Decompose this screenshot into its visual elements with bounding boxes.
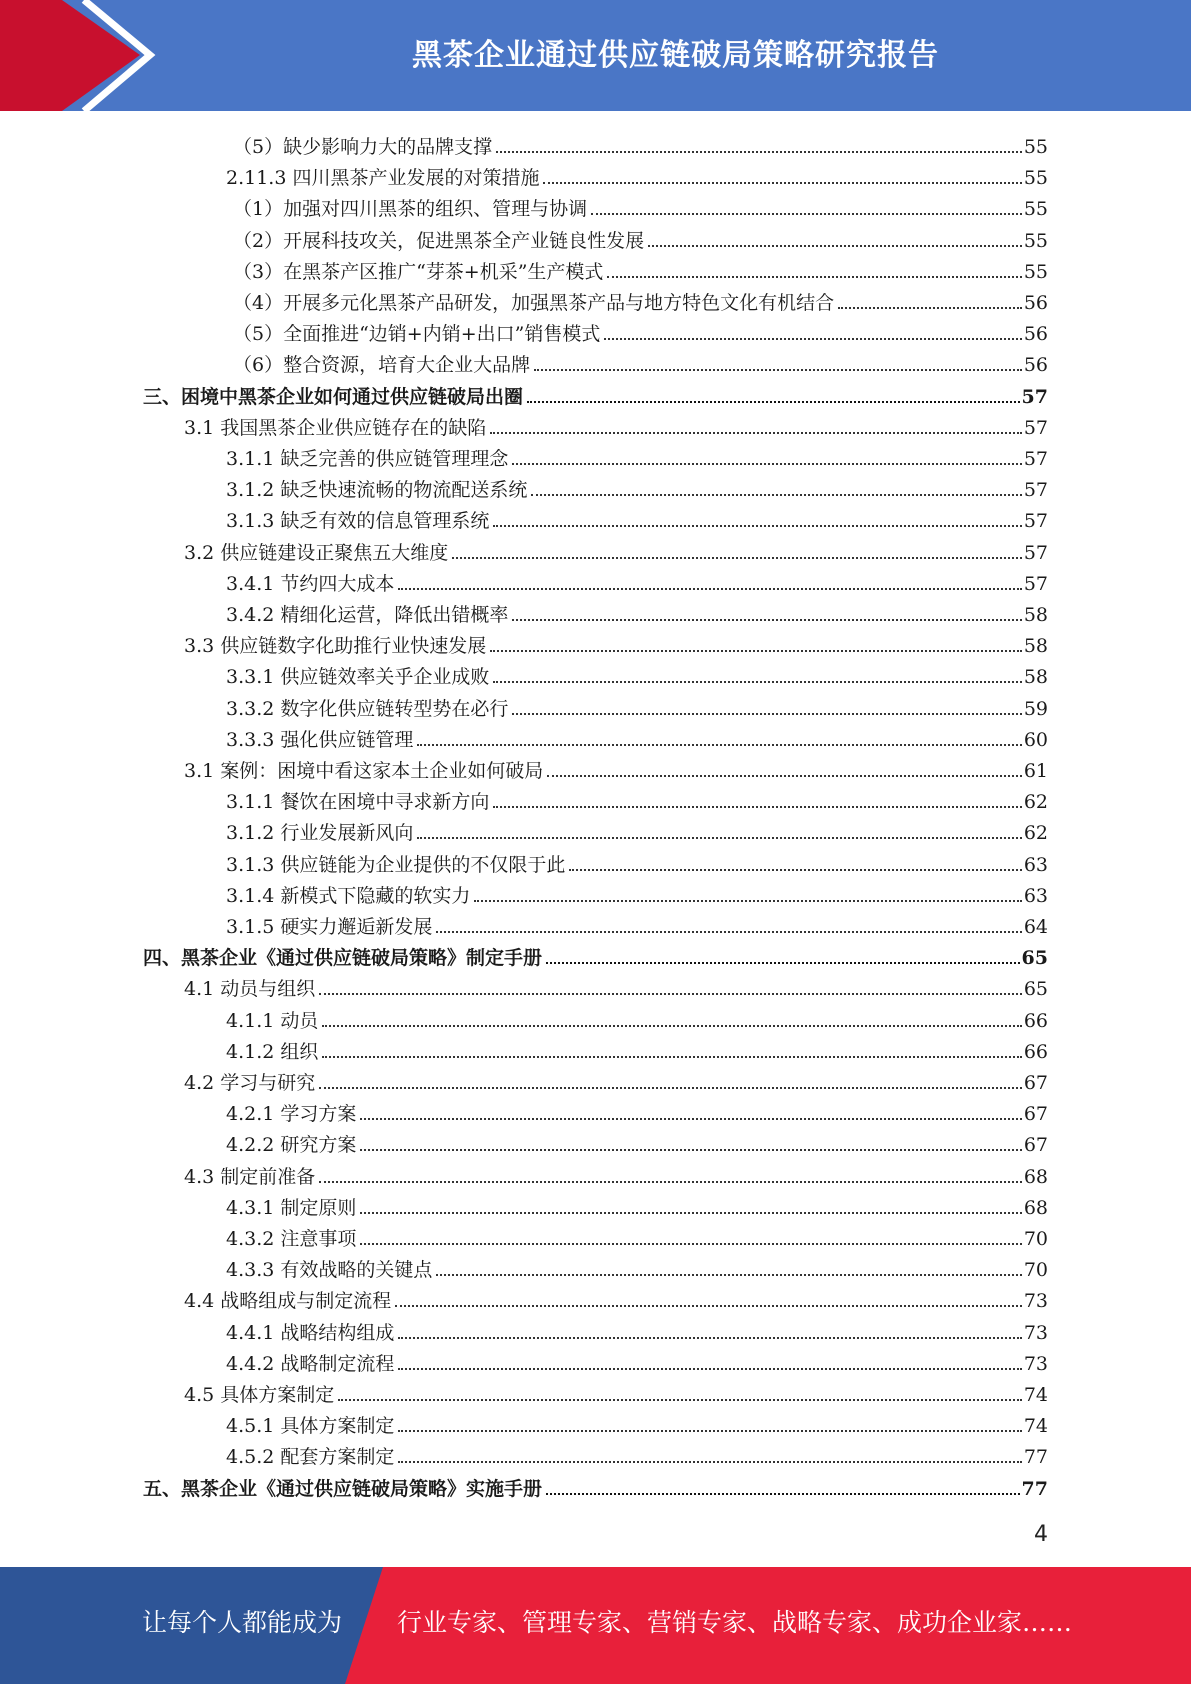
toc-entry-label: 4.3.2 注意事项: [226, 1228, 357, 1250]
toc-dot-leader: [436, 931, 1021, 933]
toc-entry-label: 4.3.3 有效战略的关键点: [226, 1259, 433, 1282]
toc-dot-leader: [360, 1212, 1021, 1214]
toc-entry-label: 4.2 学习与研究: [184, 1072, 316, 1094]
toc-dot-leader: [398, 1368, 1021, 1370]
toc-dot-leader: [360, 1243, 1021, 1245]
toc-entry-page: 73: [1023, 1290, 1048, 1313]
toc-entry[interactable]: [0, 1345, 1048, 1376]
toc-dot-leader: [648, 245, 1022, 247]
toc-dot-leader: [527, 401, 1020, 403]
toc-dot-leader: [496, 151, 1022, 153]
header-banner: [0, 0, 1191, 111]
toc-entry-label: 3.1.3 供应链能为企业提供的不仅限于此: [226, 853, 566, 876]
toc-entry-label: 4.4.1 战略结构组成: [226, 1321, 395, 1344]
toc-entry-page: 65: [1023, 978, 1048, 1001]
toc-dot-leader: [512, 463, 1021, 465]
toc-entry[interactable]: [0, 1220, 1048, 1251]
footer-slogan: 让每个人都能成为: [142, 1608, 343, 1637]
toc-entry-label: 4.2.1 学习方案: [226, 1103, 357, 1126]
toc-entry-page: 56: [1023, 354, 1048, 377]
toc-dot-leader: [319, 1181, 1022, 1183]
toc-entry-label: （6）整合资源，培育大企业大品牌: [233, 354, 531, 377]
toc-entry-page: 68: [1023, 1165, 1048, 1188]
toc-entry-page: 56: [1023, 323, 1048, 346]
toc-entry[interactable]: [0, 1376, 1048, 1407]
toc-entry-page: 73: [1023, 1352, 1048, 1375]
toc-dot-leader: [398, 1337, 1021, 1339]
toc-entry[interactable]: [0, 471, 1048, 502]
toc-entry-page: 60: [1023, 728, 1048, 751]
toc-entry-label: 3.2 供应链建设正聚焦五大维度: [184, 541, 449, 564]
toc-entry-label: 三、困境中黑茶企业如何通过供应链破局出圈: [143, 385, 524, 408]
toc-entry-label: （5）全面推进“边销+内销+出口”销售模式: [233, 323, 601, 346]
toc-entry-label: 4.1.1 动员: [226, 1009, 319, 1032]
toc-dot-leader: [490, 432, 1022, 434]
footer-roles: 行业专家、管理专家、营销专家、战略专家、成功企业家……: [397, 1608, 1073, 1637]
toc-dot-leader: [395, 1305, 1022, 1307]
toc-dot-leader: [531, 494, 1021, 496]
toc-entry[interactable]: [0, 565, 1048, 596]
toc-entry-label: 3.4.2 精细化运营，降低出错概率: [226, 604, 509, 626]
toc-entry-page: 58: [1023, 604, 1048, 626]
toc-entry-page: 59: [1023, 697, 1048, 720]
toc-entry-label: 3.1.3 缺乏有效的信息管理系统: [226, 510, 490, 533]
toc-dot-leader: [493, 806, 1021, 808]
toc-entry[interactable]: [0, 1438, 1048, 1469]
toc-entry[interactable]: [0, 502, 1048, 533]
toc-entry-page: 55: [1023, 229, 1048, 252]
toc-entry[interactable]: [0, 222, 1048, 253]
toc-entry-page: 58: [1023, 635, 1048, 658]
toc-entry[interactable]: [0, 627, 1048, 658]
toc-dot-leader: [474, 900, 1021, 902]
toc-entry-page: 57: [1023, 541, 1048, 564]
toc-entry-label: 3.3.3 强化供应链管理: [226, 728, 414, 751]
toc-dot-leader: [607, 276, 1021, 278]
toc-entry-page: 57: [1023, 572, 1048, 595]
toc-dot-leader: [546, 1493, 1020, 1495]
toc-entry-label: 3.3.2 数字化供应链转型势在必行: [226, 697, 509, 720]
toc-entry[interactable]: [0, 1407, 1048, 1438]
toc-dot-leader: [493, 681, 1021, 683]
toc-entry-page: 66: [1023, 1009, 1048, 1032]
toc-entry-page: 61: [1023, 760, 1048, 782]
toc-entry[interactable]: [0, 877, 1048, 908]
toc-entry-label: 3.3.1 供应链效率关乎企业成败: [226, 666, 490, 689]
toc-entry-label: 3.4.1 节约四大成本: [226, 572, 395, 595]
toc-entry[interactable]: [0, 1002, 1048, 1033]
toc-entry-page: 58: [1023, 666, 1048, 689]
toc-entry-page: 56: [1023, 292, 1048, 314]
document-title: 黑茶企业通过供应链破局策略研究报告: [412, 38, 939, 73]
toc-entry[interactable]: [0, 814, 1048, 845]
toc-dot-leader: [512, 619, 1021, 621]
toc-entry-page: 62: [1023, 822, 1048, 845]
chevron-arrow-icon: [0, 0, 160, 111]
toc-entry[interactable]: [0, 970, 1048, 1001]
footer-banner: [0, 1567, 1191, 1684]
toc-dot-leader: [569, 869, 1021, 871]
toc-entry[interactable]: [0, 1095, 1048, 1126]
toc-entry[interactable]: [0, 128, 1048, 159]
toc-dot-leader: [512, 713, 1021, 715]
toc-entry-label: 4.4 战略组成与制定流程: [184, 1290, 392, 1313]
toc-entry-page: 77: [1021, 1477, 1048, 1500]
toc-entry[interactable]: [0, 721, 1048, 752]
toc-entry-page: 57: [1023, 479, 1048, 502]
toc-dot-leader: [398, 1430, 1021, 1432]
toc-dot-leader: [322, 1025, 1021, 1027]
toc-dot-leader: [546, 962, 1020, 964]
toc-entry-label: 4.4.2 战略制定流程: [226, 1352, 395, 1375]
toc-entry-page: 64: [1023, 916, 1048, 938]
toc-entry-page: 63: [1023, 853, 1048, 876]
toc-dot-leader: [543, 182, 1021, 184]
toc-entry-label: 4.1.2 组织: [226, 1040, 319, 1063]
toc-entry-page: 66: [1023, 1040, 1048, 1063]
toc-dot-leader: [436, 1274, 1021, 1276]
toc-entry-page: 67: [1023, 1103, 1048, 1126]
toc-entry-page: 73: [1023, 1321, 1048, 1344]
toc-entry[interactable]: [0, 908, 1048, 939]
toc-entry-page: 57: [1021, 385, 1048, 408]
toc-dot-leader: [493, 525, 1021, 527]
toc-entry[interactable]: [0, 1470, 1048, 1501]
toc-dot-leader: [417, 744, 1021, 746]
toc-entry-page: 70: [1023, 1259, 1048, 1282]
toc-entry-label: （2）开展科技攻关，促进黑茶全产业链良性发展: [233, 229, 645, 252]
toc-entry-page: 67: [1023, 1134, 1048, 1157]
toc-entry-label: （3）在黑茶产区推广“芽茶+机采”生产模式: [233, 260, 604, 283]
toc-entry-page: 55: [1023, 260, 1048, 283]
toc-dot-leader: [398, 588, 1021, 590]
toc-entry-label: 四、黑茶企业《通过供应链破局策略》制定手册: [143, 947, 543, 970]
toc-entry[interactable]: [0, 190, 1048, 221]
toc-entry[interactable]: [0, 752, 1048, 783]
toc-entry[interactable]: [0, 534, 1048, 565]
toc-dot-leader: [319, 993, 1022, 995]
toc-dot-leader: [591, 213, 1022, 215]
toc-dot-leader: [417, 837, 1021, 839]
toc-entry-page: 57: [1023, 510, 1048, 533]
toc-dot-leader: [360, 1149, 1021, 1151]
toc-entry[interactable]: [0, 1158, 1048, 1189]
toc-entry[interactable]: [0, 846, 1048, 877]
toc-dot-leader: [319, 1087, 1022, 1089]
toc-entry-label: 4.5 具体方案制定: [184, 1384, 335, 1406]
toc-dot-leader: [398, 1461, 1021, 1463]
toc-dot-leader: [360, 1118, 1021, 1120]
toc-entry[interactable]: [0, 315, 1048, 346]
toc-entry[interactable]: [0, 1189, 1048, 1220]
toc-dot-leader: [322, 1056, 1021, 1058]
toc-entry[interactable]: [0, 783, 1048, 814]
toc-entry-page: 57: [1023, 416, 1048, 439]
toc-dot-leader: [838, 307, 1022, 309]
toc-entry-page: 55: [1023, 136, 1048, 158]
toc-entry-label: 4.3 制定前准备: [184, 1165, 316, 1188]
toc-entry-label: 五、黑茶企业《通过供应链破局策略》实施手册: [143, 1477, 543, 1500]
toc-entry-page: 57: [1023, 448, 1048, 470]
toc-entry[interactable]: [0, 1064, 1048, 1095]
toc-entry[interactable]: [0, 378, 1048, 409]
toc-entry-label: 4.1 动员与组织: [184, 978, 316, 1001]
toc-entry-label: 3.1 案例：困境中看这家本土企业如何破局: [184, 760, 544, 782]
toc-entry[interactable]: [0, 440, 1048, 471]
toc-entry-label: 2.11.3 四川黑茶产业发展的对策措施: [226, 167, 540, 190]
toc-entry-label: 3.1.5 硬实力邂逅新发展: [226, 916, 433, 938]
toc-entry-label: 3.1.1 餐饮在困境中寻求新方向: [226, 791, 490, 814]
toc-entry-label: 3.1.1 缺乏完善的供应链管理理念: [226, 448, 509, 470]
toc-entry-page: 74: [1023, 1415, 1048, 1438]
toc-entry-page: 63: [1023, 884, 1048, 907]
toc-entry-label: 4.3.1 制定原则: [226, 1196, 357, 1219]
toc-entry-label: （1）加强对四川黑茶的组织、管理与协调: [233, 198, 588, 221]
toc-entry-label: 3.1 我国黑茶企业供应链存在的缺陷: [184, 416, 487, 439]
toc-entry[interactable]: [0, 346, 1048, 377]
toc-entry-page: 62: [1023, 791, 1048, 814]
toc-entry[interactable]: [0, 658, 1048, 689]
toc-entry[interactable]: [0, 1126, 1048, 1157]
toc-dot-leader: [338, 1399, 1022, 1401]
toc-entry[interactable]: [0, 939, 1048, 970]
toc-entry-label: 4.5.2 配套方案制定: [226, 1446, 395, 1469]
toc-entry-page: 70: [1023, 1228, 1048, 1250]
toc-entry[interactable]: [0, 284, 1048, 315]
toc-entry[interactable]: [0, 1033, 1048, 1064]
toc-entry[interactable]: [0, 253, 1048, 284]
toc-entry-label: （5）缺少影响力大的品牌支撑: [233, 136, 493, 158]
toc-dot-leader: [452, 557, 1022, 559]
toc-entry-page: 65: [1021, 947, 1048, 970]
toc-dot-leader: [490, 650, 1022, 652]
toc-entry-page: 68: [1023, 1196, 1048, 1219]
toc-entry-page: 67: [1023, 1072, 1048, 1094]
toc-entry-label: （4）开展多元化黑茶产品研发，加强黑茶产品与地方特色文化有机结合: [233, 292, 835, 314]
toc-entry[interactable]: [0, 409, 1048, 440]
toc-entry-label: 3.1.4 新模式下隐藏的软实力: [226, 884, 471, 907]
toc-dot-leader: [534, 369, 1022, 371]
toc-entry[interactable]: [0, 159, 1048, 190]
toc-entry-page: 74: [1023, 1384, 1048, 1406]
page-number: 4: [1034, 1522, 1048, 1547]
toc-entry-page: 55: [1023, 198, 1048, 221]
toc-entry[interactable]: [0, 1314, 1048, 1345]
toc-entry[interactable]: [0, 1251, 1048, 1282]
toc-entry[interactable]: [0, 596, 1048, 627]
toc-entry-label: 4.2.2 研究方案: [226, 1134, 357, 1157]
toc-entry-page: 77: [1023, 1446, 1048, 1469]
toc-entry[interactable]: [0, 690, 1048, 721]
toc-entry[interactable]: [0, 1282, 1048, 1313]
toc-entry-label: 3.1.2 行业发展新风向: [226, 822, 414, 845]
toc-dot-leader: [547, 775, 1022, 777]
toc-entry-label: 3.3 供应链数字化助推行业快速发展: [184, 635, 487, 658]
toc-entry-page: 55: [1023, 167, 1048, 190]
toc-entry-label: 4.5.1 具体方案制定: [226, 1415, 395, 1438]
toc-dot-leader: [604, 338, 1021, 340]
toc-entry-label: 3.1.2 缺乏快速流畅的物流配送系统: [226, 479, 528, 502]
